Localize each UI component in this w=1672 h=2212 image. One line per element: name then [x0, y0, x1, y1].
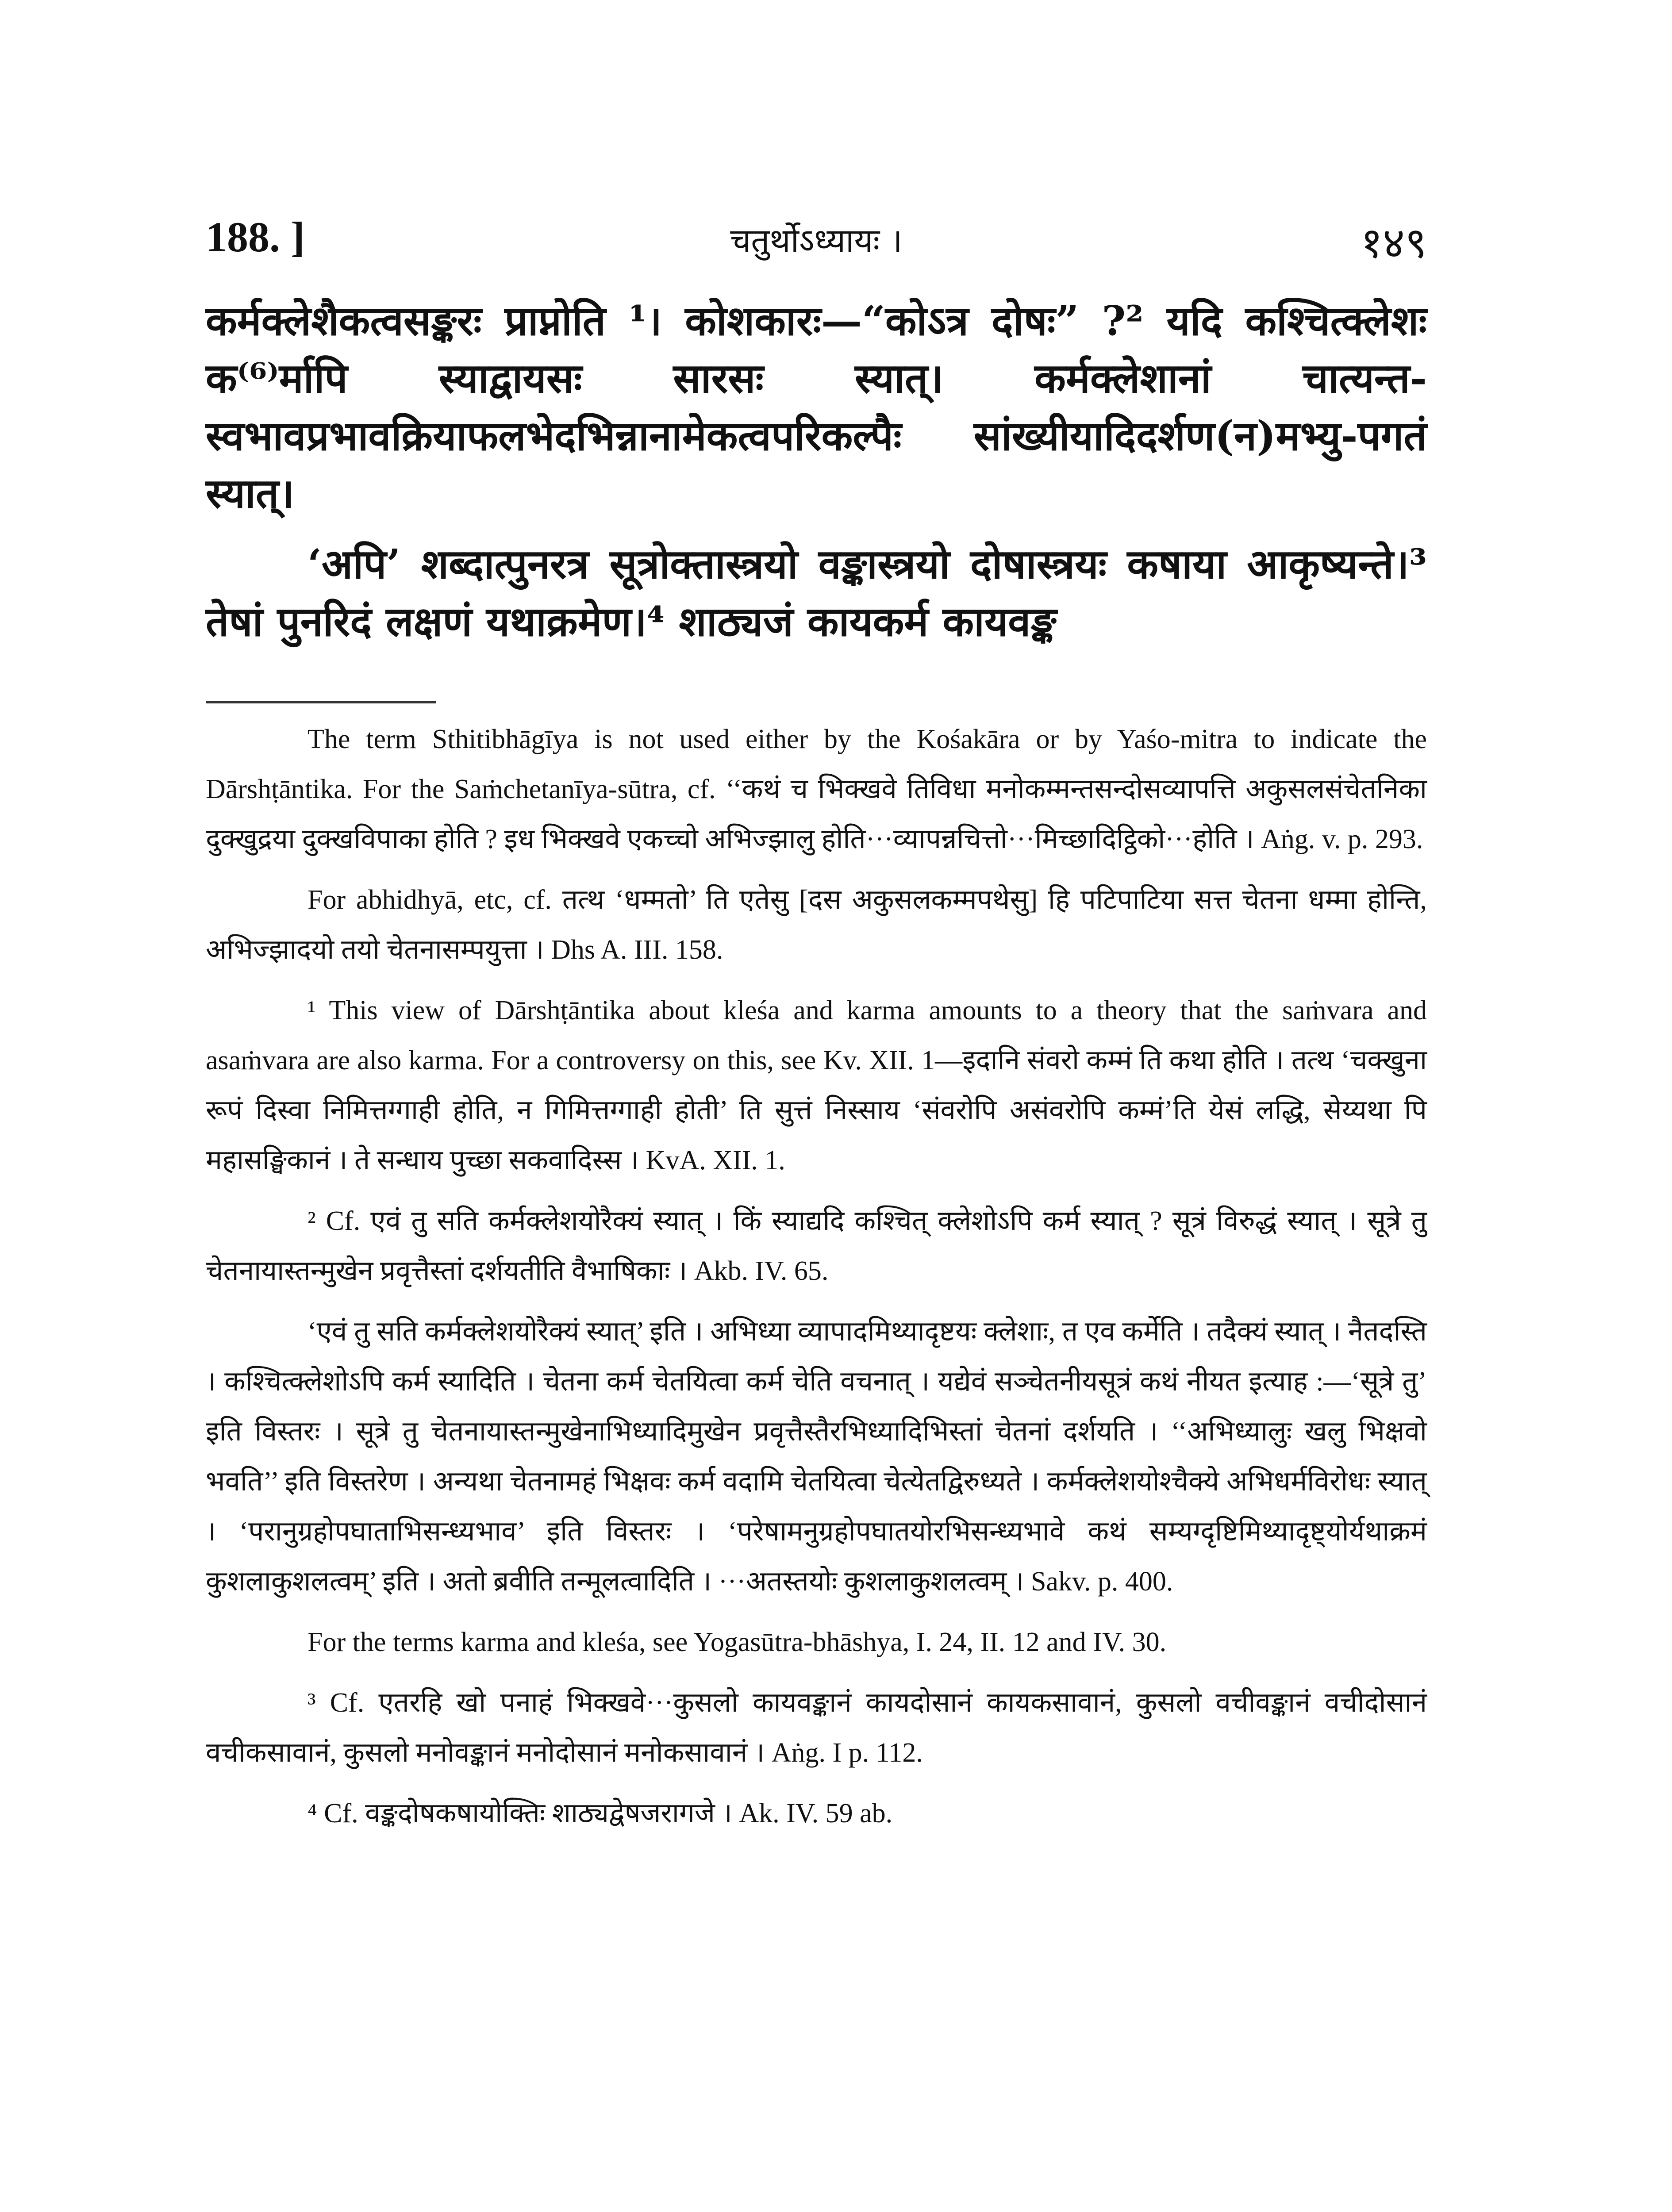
footnote-2-reference: For the terms karma and kleśa, see Yogasūtra-bhāshya, I. 24, II. 12 and IV. 30.	[307, 1627, 1167, 1657]
footnote-1: ¹ This view of Dārshṭāntika about kleśa and karma amounts to a theory that the saṁvara and asaṁvara are also karma. For a controversy on this, see Kv. XII. 1—इदानि संवरो कम्मं ति कथा होति । तत्थ ‘चक्खुना रूपं दिस्वा निमित्तग्गाही होति, न गिमित्तग्गाही होती’ ति सुत्तं निस्साय ‘संवरोपि असंवरोपि कम्मं’ति येसं लद्धि, सेय्यथा पि महासङ्घिकानं । ते सन्धाय पुच्छा सकवादिस्स । KvA. XII. 1.	[206, 995, 1427, 1175]
footnote-divider	[206, 701, 436, 703]
footnote-continued-2: For abhidhyā, etc, cf. तत्थ ‘धम्मतो’ ति एतेसु [दस अकुसलकम्मपथेसु] हि पटिपाटिया सत्त चेतना धम्मा होन्ति, अभिज्झादयो तयो चेतनासम्पयुत्ता । Dhs A. III. 158.	[206, 885, 1427, 965]
main-sanskrit-text	[206, 292, 1427, 664]
folio-number: १४९	[1361, 218, 1427, 268]
footnote-2-commentary: ‘एवं तु सति कर्मक्लेशयोरैक्यं स्यात्’ इति । अभिध्या व्यापादमिथ्यादृष्टयः क्लेशाः, त एव कर्मेति । तदैक्यं स्यात् । नैतदस्ति । कश्चित्क्लेशोऽपि कर्म स्यादिति । चेतना कर्म चेतयित्वा कर्म चेति वचनात् । यद्येवं सञ्चेतनीयसूत्रं कथं नीयत इत्याह :—‘सूत्रे तु’ इति विस्तरः । सूत्रे तु चेतनायास्तन्मुखेनाभिध्यादिमुखेन प्रवृत्तैस्तैरभिध्यादिभिस्तां चेतनां दर्शयति । ‘‘अभिध्यालुः खलु भिक्षवो भवति’’ इति विस्तरेण । अन्यथा चेतनामहं भिक्षवः कर्म वदामि चेतयित्वा चेत्येतद्विरुध्यते । कर्मक्लेशयोश्चैक्ये अभिधर्मविरोधः स्यात् । ‘परानुग्रहोपघाताभिसन्ध्यभाव’ इति विस्तरः । ‘परेषामनुग्रहोपघातयोरभिसन्ध्यभावे कथं सम्यग्दृष्टिमिथ्यादृष्ट्योर्यथाक्रमं कुशलाकुशलत्वम्’ इति । अतो ब्रवीति तन्मूलत्वादिति । ···अतस्तयोः कुशलाकुशलत्वम् । Sakv. p. 400.	[206, 1317, 1427, 1597]
running-title: चतुर्थोऽध्यायः ।	[730, 222, 903, 260]
page-header	[206, 212, 1427, 270]
footnotes	[206, 714, 1427, 1839]
footnote-3: ³ Cf. एतरहि खो पनाहं भिक्खवे···कुसलो कायवङ्कानं कायदोसानं कायकसावानं, कुसलो वचीवङ्कानं वचीदोसानं वचीकसावानं, कुसलो मनोवङ्कानं मनोदोसानं मनोकसावानं । Aṅg. I p. 112.	[206, 1688, 1427, 1768]
main-paragraph-1: कर्मक्लेशैकत्वसङ्करः प्राप्नोति ¹। कोशकारः—“कोऽत्र दोषः” ?² यदि कश्चित्क्लेशः क⁽⁶⁾र्मापि स्याद्वायसः सारसः स्यात्। कर्मक्लेशानां चात्यन्त-स्वभावप्रभावक्रियाफलभेदभिन्नानामेकत्वपरिकल्पैः सांख्यीयादिदर्शण(न)मभ्यु-पगतं स्यात्।	[206, 297, 1427, 517]
footnote-2: ² Cf. एवं तु सति कर्मक्लेशयोरैक्यं स्यात् । किं स्याद्यदि कश्चित् क्लेशोऽपि कर्म स्यात् ? सूत्रं विरुद्धं स्यात् । सूत्रे तु चेतनायास्तन्मुखेन प्रवृत्तैस्तां दर्शयतीति वैभाषिकाः । Akb. IV. 65.	[206, 1206, 1427, 1286]
footnote-continued: The term Sthitibhāgīya is not used either by the Kośakāra or by Yaśo-mitra to indicate the Dārshṭāntika. For the Saṁchetanīya-sūtra, cf. ‘‘कथं च भिक्खवे तिविधा मनोकम्मन्तसन्दोसव्यापत्ति अकुसलसंचेतनिका दुक्खुद्रया दुक्खविपाका होति ? इध भिक्खवे एकच्चो अभिज्झालु होति···व्यापन्नचित्तो···मिच्छादिट्ठिको···होति । Aṅg. v. p. 293.	[206, 724, 1427, 854]
main-paragraph-2: ‘अपि’ शब्दात्पुनरत्र सूत्रोक्तास्त्रयो वङ्कास्त्रयो दोषास्त्रयः कषाया आकृष्यन्ते।³ तेषां पुनरिदं लक्षणं यथाक्रमेण।⁴ शाठ्यजं कायकर्म कायवङ्क	[206, 540, 1427, 645]
footnote-4: ⁴ Cf. वङ्कदोषकषायोक्तिः शाठ्यद्वेषजरागजे । Ak. IV. 59 ab.	[307, 1798, 893, 1828]
page-reference: 188. ]	[206, 213, 305, 261]
